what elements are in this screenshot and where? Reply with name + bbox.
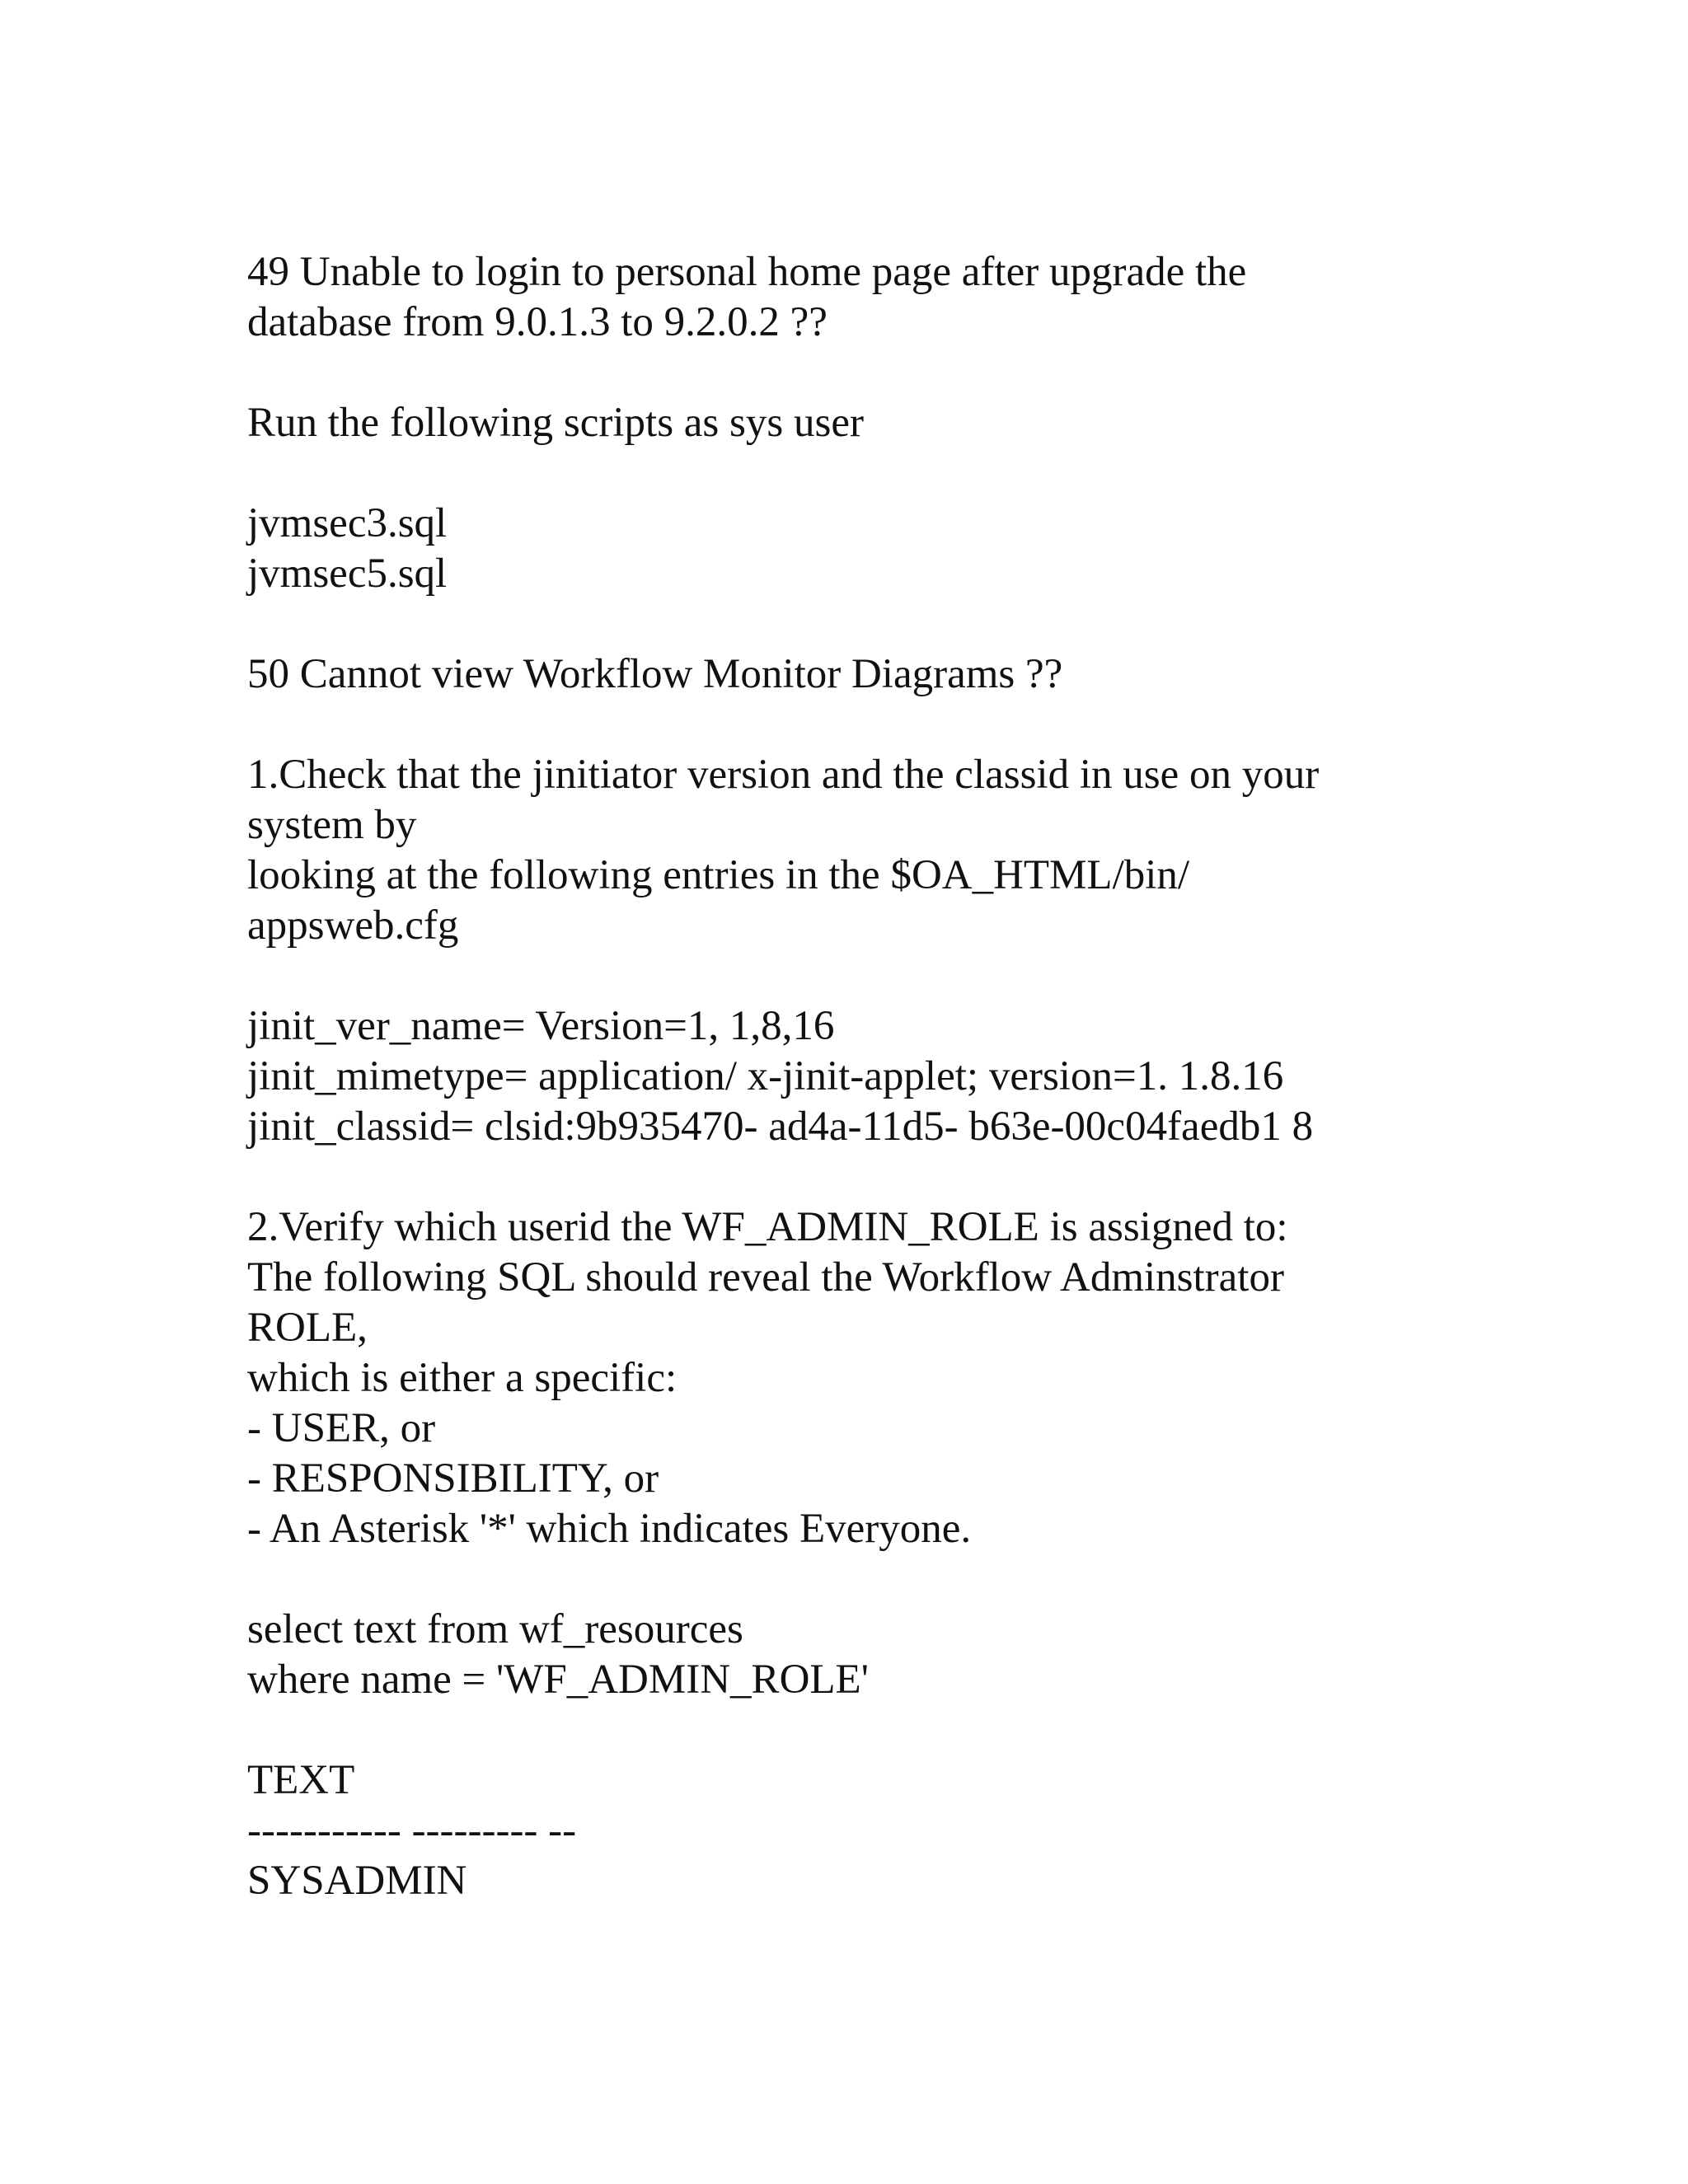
paragraph-gap <box>247 1554 1442 1605</box>
paragraph-gap <box>247 1705 1442 1755</box>
config-line: jinit_mimetype= application/ x-jinit-applet; version=1. 1.8.16 <box>247 1053 1284 1099</box>
sql-line: where name = 'WF_ADMIN_ROLE' <box>247 1657 869 1703</box>
paragraph-gap <box>247 700 1442 750</box>
step1-line: appsweb.cfg <box>247 902 459 949</box>
paragraph-gap <box>247 348 1442 398</box>
step2-line: ROLE, <box>247 1305 368 1351</box>
sql-line: select text from wf_resources <box>247 1606 743 1652</box>
step1-line: 1.Check that the jinitiator version and the classid in use on your <box>247 752 1320 798</box>
result-value: SYSADMIN <box>247 1858 467 1904</box>
step2-line: - RESPONSIBILITY, or <box>247 1455 659 1502</box>
config-line: jinit_ver_name= Version=1, 1,8,16 <box>247 1003 835 1049</box>
step2-line: which is either a specific: <box>247 1355 678 1401</box>
paragraph-gap <box>247 448 1442 499</box>
paragraph-gap <box>247 599 1442 649</box>
result-header: TEXT <box>247 1757 355 1803</box>
paragraph-gap <box>247 951 1442 1001</box>
section-49-instruction: Run the following scripts as sys user <box>247 400 864 446</box>
script-name: jvmsec5.sql <box>247 551 448 597</box>
section-50-title: 50 Cannot view Workflow Monitor Diagrams ?? <box>247 651 1063 697</box>
step2-line: The following SQL should reveal the Workflow Adminstrator <box>247 1254 1284 1301</box>
section-49-title-line-1: 49 Unable to login to personal home page after upgrade the <box>247 249 1247 295</box>
step1-line: looking at the following entries in the $OA_HTML/bin/ <box>247 852 1190 898</box>
result-separator: ----------- --------- -- <box>247 1807 577 1854</box>
step2-line: - USER, or <box>247 1405 436 1451</box>
section-49-title-line-2: database from 9.0.1.3 to 9.2.0.2 ?? <box>247 299 828 345</box>
step1-line: system by <box>247 802 417 848</box>
paragraph-gap <box>247 1152 1442 1202</box>
config-line: jinit_classid= clsid:9b935470- ad4a-11d5- b63e-00c04faedb1 8 <box>247 1104 1314 1150</box>
step2-line: 2.Verify which userid the WF_ADMIN_ROLE is assigned to: <box>247 1204 1288 1250</box>
step2-line: - An Asterisk '*' which indicates Everyone. <box>247 1506 972 1552</box>
script-name: jvmsec3.sql <box>247 500 448 546</box>
document-body <box>247 247 1442 1906</box>
